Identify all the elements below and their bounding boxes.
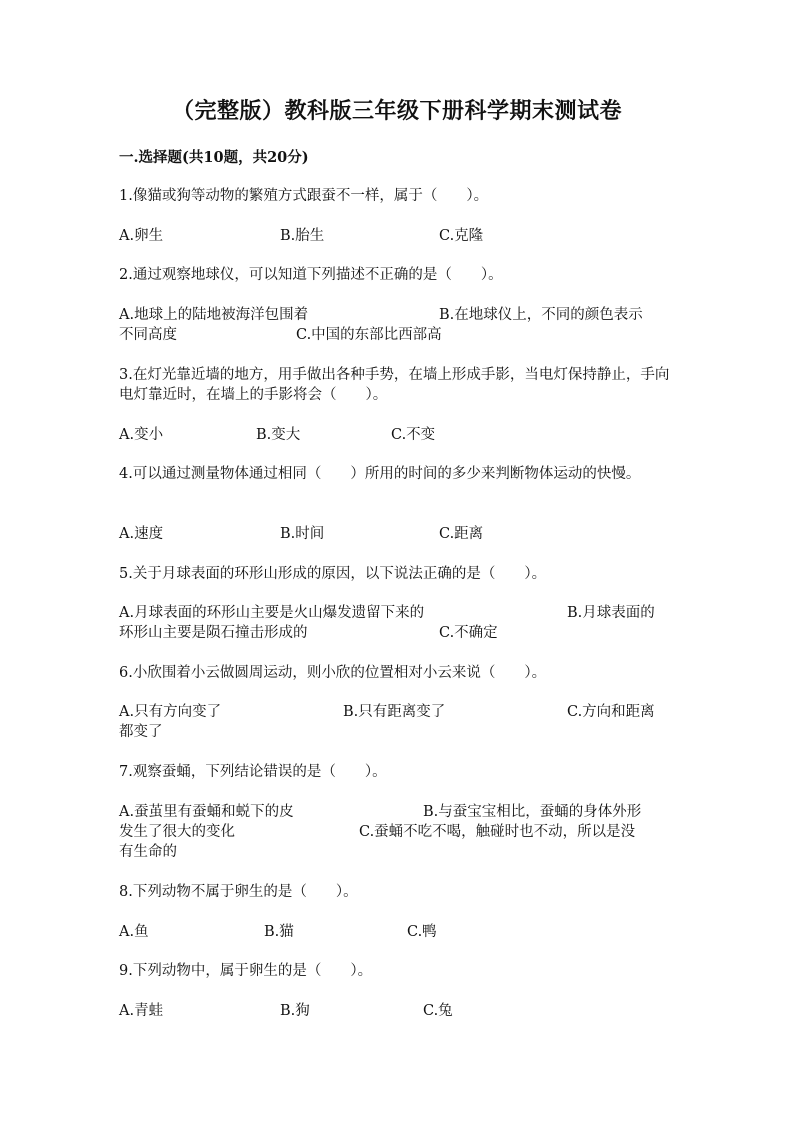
question-2-stem: 2.通过观察地球仪，可以知道下列描述不正确的是（ ）。 (119, 267, 503, 283)
question-8-stem: 8.下列动物不属于卵生的是（ ）。 (119, 884, 358, 900)
question-3-stem: 3.在灯光靠近墙的地方，用手做出各种手势，在墙上形成手影，当电灯保持静止，手向电灯靠近时，在墙上的手影将会（ ）。 (119, 367, 670, 403)
question-3-options (119, 425, 679, 445)
option-c[interactable]: C.距离 (439, 526, 484, 542)
option-a[interactable]: A.卵生 (119, 228, 164, 244)
question-4-options (119, 524, 679, 544)
option-b[interactable]: B.在地球仪上，不同的颜色表示 (439, 307, 643, 323)
option-a[interactable]: A.青蛙 (119, 1003, 164, 1019)
question-8-options (119, 922, 679, 942)
option-a[interactable]: A.速度 (119, 526, 164, 542)
page-title: （完整版）教科版三年级下册科学期末测试卷 (171, 98, 622, 124)
question-6-options-line-1 (119, 702, 679, 722)
question-5-stem: 5.关于月球表面的环形山形成的原因，以下说法正确的是（ ）。 (119, 566, 547, 582)
option-c[interactable]: C.蚕蛹不吃不喝，触碰时也不动，所以是没 (359, 824, 636, 840)
question-2-options-line-2 (119, 325, 679, 345)
question-7-options-line-2 (119, 822, 679, 842)
option-a[interactable]: A.变小 (119, 427, 164, 443)
option-a[interactable]: A.鱼 (119, 924, 149, 940)
option-a[interactable]: A.地球上的陆地被海洋包围着 (119, 307, 309, 323)
option-b[interactable]: B.变大 (256, 427, 301, 443)
option-b-continued: 环形山主要是陨石撞击形成的 (119, 625, 308, 641)
option-a[interactable]: A.只有方向变了 (119, 704, 222, 720)
question-9-stem: 9.下列动物中，属于卵生的是（ ）。 (119, 963, 373, 979)
option-c-continued: 都变了 (119, 724, 163, 740)
question-1-options (119, 226, 679, 246)
option-c[interactable]: C.不变 (391, 427, 436, 443)
option-b[interactable]: B.只有距离变了 (343, 704, 446, 720)
option-c[interactable]: C.兔 (423, 1003, 453, 1019)
section-heading: 一.选择题(共10题，共20分) (119, 149, 309, 166)
option-c[interactable]: C.鸭 (407, 924, 437, 940)
option-a[interactable]: A.蚕茧里有蚕蛹和蜕下的皮 (119, 804, 294, 820)
option-c[interactable]: C.中国的东部比西部高 (296, 327, 442, 343)
question-7-options-line-1 (119, 802, 679, 822)
option-c-continued: 有生命的 (119, 844, 177, 860)
question-7-stem: 7.观察蚕蛹，下列结论错误的是（ ）。 (119, 764, 387, 780)
option-b[interactable]: B.狗 (280, 1003, 310, 1019)
option-c[interactable]: C.方向和距离 (567, 704, 655, 720)
option-b[interactable]: B.月球表面的 (567, 605, 655, 621)
question-1-stem: 1.像猫或狗等动物的繁殖方式跟蚕不一样，属于（ ）。 (119, 188, 489, 204)
question-5-options-line-1 (119, 603, 679, 623)
question-5-options-line-2 (119, 623, 679, 643)
option-b[interactable]: B.猫 (264, 924, 294, 940)
question-7-options-line-3 (119, 842, 679, 862)
question-6-options-line-2 (119, 722, 679, 742)
question-6-stem: 6.小欣围着小云做圆周运动，则小欣的位置相对小云来说（ ）。 (119, 665, 547, 681)
option-b[interactable]: B.胎生 (280, 228, 325, 244)
option-b-continued: 不同高度 (119, 327, 177, 343)
option-b[interactable]: B.时间 (280, 526, 325, 542)
option-b-continued: 发生了很大的变化 (119, 824, 235, 840)
question-2-options-line-1 (119, 305, 679, 325)
question-4-stem: 4.可以通过测量物体通过相同（ ）所用的时间的多少来判断物体运动的快慢。 (119, 466, 641, 482)
option-c[interactable]: C.克隆 (439, 228, 484, 244)
question-9-options (119, 1001, 679, 1021)
option-a[interactable]: A.月球表面的环形山主要是火山爆发遗留下来的 (119, 605, 425, 621)
option-c[interactable]: C.不确定 (439, 625, 498, 641)
option-b[interactable]: B.与蚕宝宝相比，蚕蛹的身体外形 (423, 804, 642, 820)
